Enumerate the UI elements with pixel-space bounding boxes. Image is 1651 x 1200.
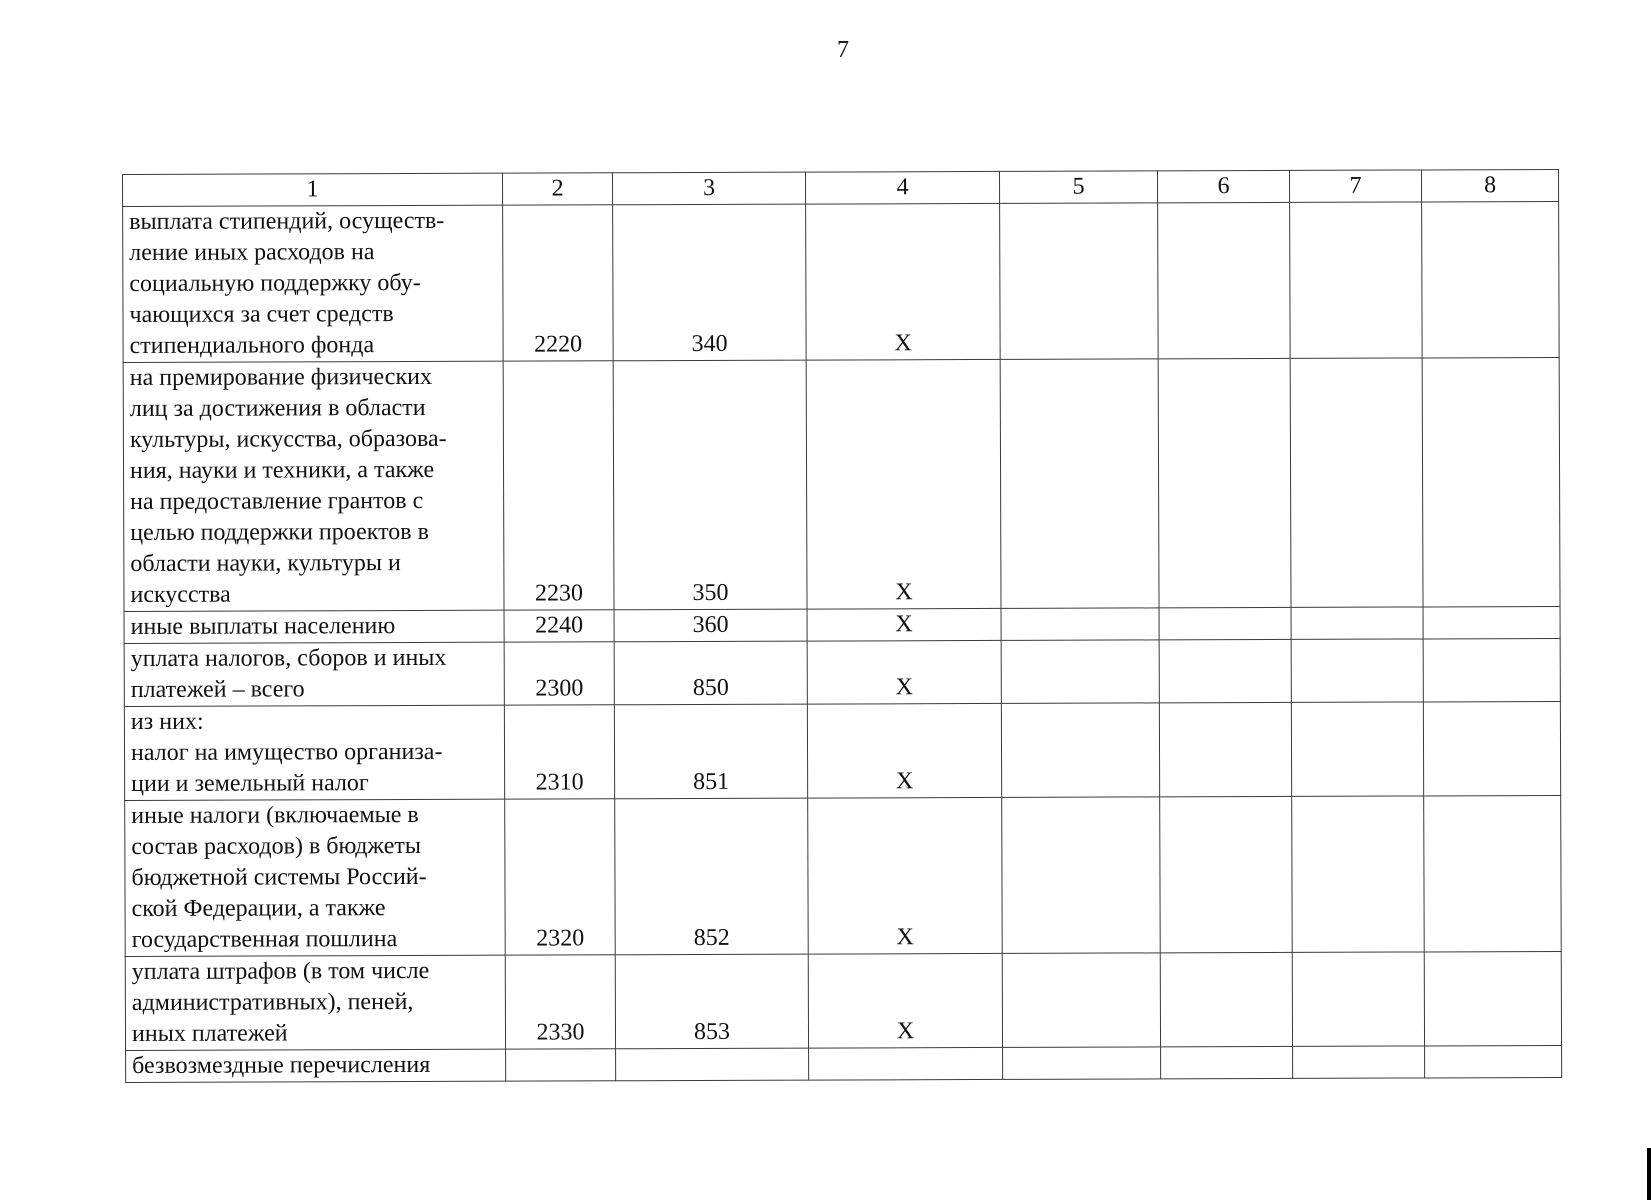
col8-cell bbox=[1422, 201, 1560, 357]
row-name-cell bbox=[123, 361, 504, 611]
col4-cell: X bbox=[807, 640, 1001, 704]
kbk-code-cell: 350 bbox=[613, 360, 807, 610]
col7-cell bbox=[1292, 952, 1424, 1046]
col8-cell bbox=[1423, 701, 1560, 795]
row-name-cell bbox=[124, 610, 504, 643]
column-header-4: 4 bbox=[805, 171, 999, 204]
col8-cell bbox=[1423, 606, 1560, 638]
row-name: иные выплаты населению bbox=[130, 613, 396, 640]
kbk-code-cell: 850 bbox=[614, 641, 807, 705]
col8-cell bbox=[1424, 951, 1561, 1045]
header-row bbox=[123, 169, 1559, 206]
column-header-6: 6 bbox=[1157, 170, 1289, 202]
col6-cell bbox=[1158, 202, 1291, 358]
column-header-5: 5 bbox=[999, 171, 1157, 204]
col6-cell bbox=[1158, 358, 1291, 607]
row-name: уплата штрафов (в том числе административных), пеней, иных платежей bbox=[131, 957, 430, 1047]
row-name: из них: налог на имущество организа- ции и земельный налог bbox=[130, 708, 443, 797]
column-header-3: 3 bbox=[612, 172, 805, 205]
table-row bbox=[124, 606, 1560, 643]
col6-cell bbox=[1160, 952, 1292, 1046]
col6-cell bbox=[1159, 702, 1291, 796]
col7-cell bbox=[1291, 702, 1423, 796]
col5-cell bbox=[1000, 203, 1159, 360]
line-code-cell: 2240 bbox=[504, 610, 614, 642]
col6-cell bbox=[1161, 1046, 1293, 1078]
col7-cell bbox=[1290, 358, 1423, 607]
row-name: выплата стипендий, осуществ- ление иных расходов на социальную поддержку обу- чающихся за счет средств стипендиального фонда bbox=[129, 207, 445, 359]
table-row bbox=[124, 701, 1560, 800]
line-code-cell bbox=[506, 1049, 616, 1081]
col4-cell: X bbox=[807, 608, 1001, 641]
row-name-cell bbox=[123, 205, 504, 362]
col6-cell bbox=[1159, 639, 1291, 702]
table-row bbox=[125, 795, 1562, 956]
kbk-code-cell: 851 bbox=[614, 704, 807, 799]
table-row bbox=[123, 357, 1560, 611]
budget-table bbox=[122, 169, 1562, 1083]
column-header-7: 7 bbox=[1289, 170, 1421, 202]
table-row bbox=[123, 201, 1560, 362]
row-name-cell bbox=[126, 1049, 506, 1082]
kbk-code-cell: 852 bbox=[615, 798, 809, 955]
col5-cell bbox=[1001, 703, 1159, 798]
page-number: 7 bbox=[837, 37, 849, 63]
line-code-cell: 2220 bbox=[503, 205, 614, 361]
col7-cell bbox=[1291, 639, 1423, 702]
col6-cell bbox=[1159, 607, 1291, 639]
col8-cell bbox=[1425, 1045, 1562, 1077]
row-name: иные налоги (включаемые в состав расходов) в бюджеты бюджетной системы Россий- ской Федерации, а также государственная пошлина bbox=[131, 801, 427, 953]
col8-cell bbox=[1422, 357, 1560, 606]
col4-cell: X bbox=[808, 953, 1002, 1048]
kbk-code-cell: 360 bbox=[614, 609, 807, 642]
col7-cell bbox=[1293, 1046, 1425, 1078]
table-row bbox=[126, 1045, 1562, 1082]
column-header-2: 2 bbox=[502, 173, 612, 205]
col5-cell bbox=[1001, 640, 1159, 704]
col5-cell bbox=[1002, 953, 1160, 1048]
table-row bbox=[124, 638, 1560, 706]
col5-cell bbox=[1002, 797, 1161, 954]
col4-cell: X bbox=[806, 359, 1001, 609]
row-name-cell bbox=[125, 799, 506, 956]
column-header-1: 1 bbox=[123, 173, 503, 206]
col7-cell bbox=[1290, 202, 1423, 358]
line-code-cell: 2320 bbox=[505, 799, 616, 955]
col5-cell bbox=[1000, 359, 1159, 609]
line-code-cell: 2310 bbox=[504, 705, 614, 799]
line-code-cell: 2330 bbox=[505, 955, 615, 1049]
col7-cell bbox=[1291, 607, 1423, 639]
col4-cell: X bbox=[806, 203, 1001, 360]
col5-cell bbox=[1001, 608, 1159, 641]
row-name: уплата налогов, сборов и иных платежей – всего bbox=[130, 644, 447, 703]
col6-cell bbox=[1160, 796, 1293, 952]
column-header-8: 8 bbox=[1421, 169, 1558, 201]
scan-edge-mark bbox=[1647, 1148, 1651, 1200]
row-name-cell bbox=[124, 642, 504, 706]
col8-cell bbox=[1424, 795, 1562, 951]
col4-cell bbox=[809, 1047, 1003, 1080]
row-name: безвозмездные перечисления bbox=[132, 1051, 431, 1079]
line-code-cell: 2230 bbox=[503, 361, 614, 610]
row-name: на премирование физических лиц за достижения в области культуры, искусства, образова- ния, науки и техники, а также на предоставление грантов с целью поддержки проектов в области науки, культуры и искусства bbox=[129, 363, 447, 608]
col8-cell bbox=[1423, 638, 1560, 701]
table-row bbox=[125, 951, 1561, 1050]
row-name-cell bbox=[125, 955, 505, 1050]
line-code-cell: 2300 bbox=[504, 642, 614, 705]
kbk-code-cell: 340 bbox=[613, 204, 807, 361]
kbk-code-cell bbox=[616, 1048, 809, 1081]
col4-cell: X bbox=[808, 797, 1003, 954]
col4-cell: X bbox=[807, 703, 1001, 798]
col5-cell bbox=[1003, 1047, 1161, 1080]
row-name-cell bbox=[124, 705, 504, 800]
col7-cell bbox=[1292, 796, 1425, 952]
kbk-code-cell: 853 bbox=[615, 954, 808, 1049]
